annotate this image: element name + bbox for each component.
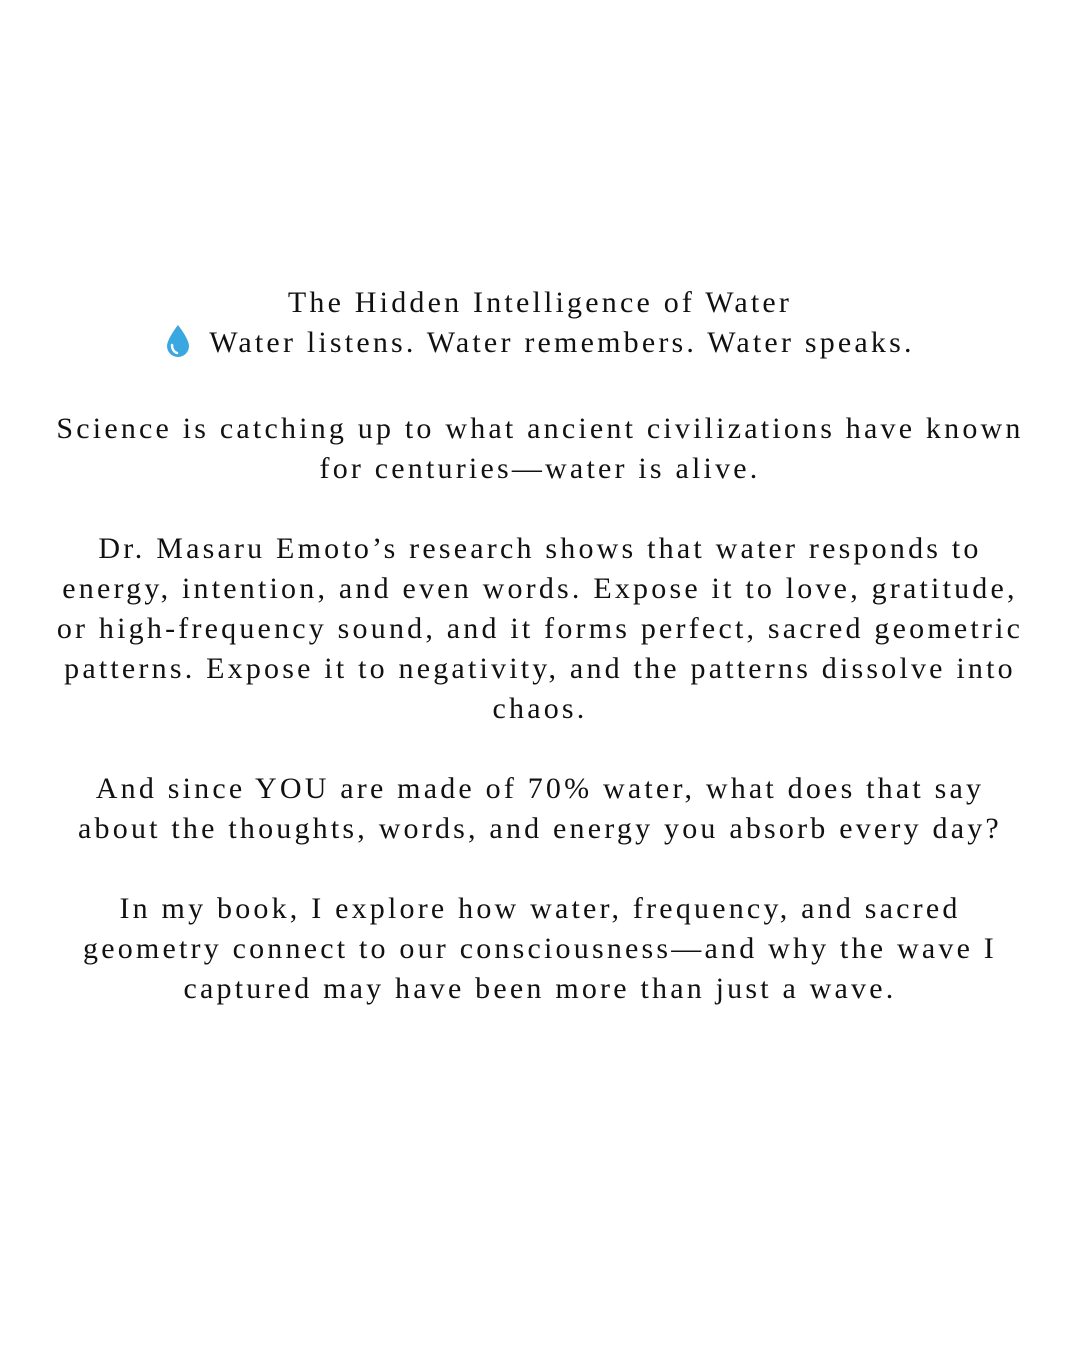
paragraph-science: Science is catching up to what ancient civilizations have known for centuries—water is alive.	[56, 412, 1024, 485]
tagline	[50, 323, 1030, 369]
paragraph-emoto-research: Dr. Masaru Emoto’s research shows that water responds to energy, intention, and even words. Expose it to love, gratitude, or high-frequency sound, and it forms perfect, sacred geometric patterns. Expose it to negativity, and the patterns dissolve into chaos.	[56, 532, 1024, 725]
paragraph-water-body: And since YOU are made of 70% water, what does that say about the thoughts, words, and energy you absorb every day?	[78, 772, 1002, 845]
tagline-text: Water listens. Water remembers. Water speaks.	[209, 326, 915, 359]
water-drop-icon	[165, 324, 191, 369]
post-text-block	[50, 283, 1030, 1009]
paragraph-book: In my book, I explore how water, frequency, and sacred geometry connect to our consciousness—and why the wave I captured may have been more than just a wave.	[83, 892, 997, 1005]
post-title: The Hidden Intelligence of Water	[287, 286, 793, 319]
